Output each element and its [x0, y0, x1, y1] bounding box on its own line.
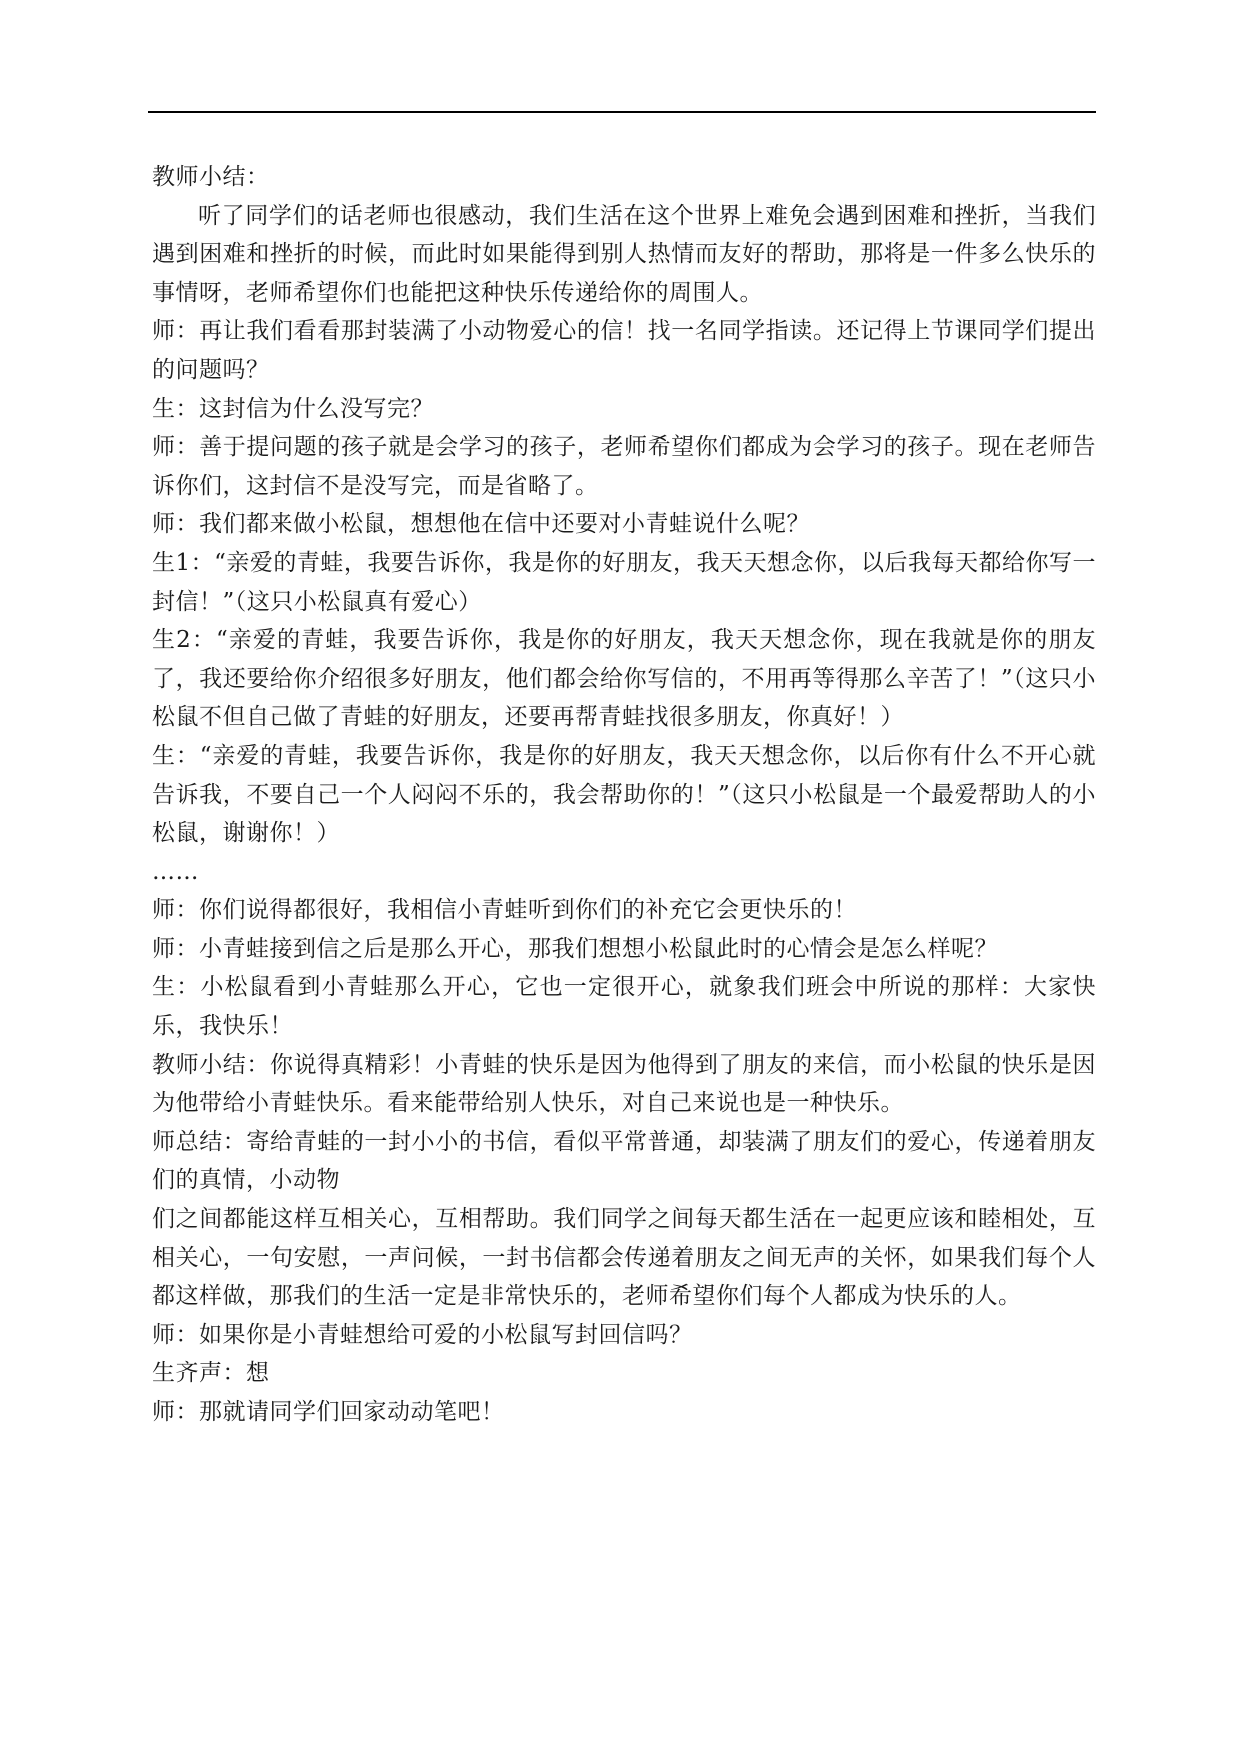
paragraph: 师：小青蛙接到信之后是那么开心，那我们想想小松鼠此时的心情会是怎么样呢？ [152, 935, 998, 962]
paragraph: 听了同学们的话老师也很感动，我们生活在这个世界上难免会遇到困难和挫折，当我们遇到困难和挫折的时候，而此时如果能得到别人热情而友好的帮助，那将是一件多么快乐的事情呀，老师希望你们也能把这种快乐传递给你的周围人。 [152, 202, 1096, 306]
paragraph: 教师小结： [152, 164, 270, 190]
paragraph: 师：你们说得都很好，我相信小青蛙听到你们的补充它会更快乐的！ [152, 897, 857, 924]
paragraph: 们之间都能这样互相关心，互相帮助。我们同学之间每天都生活在一起更应该和睦相处，互相关心，一句安慰，一声问候，一封书信都会传递着朋友之间无声的关怀，如果我们每个人都这样做，那我们的生活一定是非常快乐的，老师希望你们每个人都成为快乐的人。 [152, 1206, 1096, 1310]
paragraph: 师：再让我们看看那封装满了小动物爱心的信！找一名同学指读。还记得上节课同学们提出的问题吗？ [152, 318, 1096, 383]
paragraph: 师总结：寄给青蛙的一封小小的书信，看似平常普通，却装满了朋友们的爱心，传递着朋友们的真情，小动物 [152, 1128, 1096, 1194]
paragraph: …… [152, 858, 199, 885]
paragraph: 师：那就请同学们回家动动笔吧！ [152, 1399, 505, 1425]
paragraph: 生齐声：想 [152, 1360, 270, 1387]
paragraph: 教师小结：你说得真精彩！小青蛙的快乐是因为他得到了朋友的来信，而小松鼠的快乐是因为他带给小青蛙快乐。看来能带给别人快乐，对自己来说也是一种快乐。 [152, 1051, 1096, 1117]
paragraph: 生：“亲爱的青蛙，我要告诉你，我是你的好朋友，我天天想念你，以后你有什么不开心就告诉我，不要自己一个人闷闷不乐的，我会帮助你的！”（这只小松鼠是一个最爱帮助人的小松鼠，谢谢你！） [152, 742, 1096, 847]
header-rule [148, 111, 1096, 113]
document-body [152, 158, 1096, 1432]
paragraph: 师：如果你是小青蛙想给可爱的小松鼠写封回信吗？ [152, 1321, 693, 1348]
paragraph: 生1：“亲爱的青蛙，我要告诉你，我是你的好朋友，我天天想念你，以后我每天都给你写一封信！”（这只小松鼠真有爱心） [152, 549, 1096, 615]
paragraph: 生：这封信为什么没写完？ [152, 395, 434, 422]
paragraph: 生：小松鼠看到小青蛙那么开心，它也一定很开心，就象我们班会中所说的那样：大家快乐，我快乐！ [152, 974, 1096, 1040]
paragraph: 师：我们都来做小松鼠，想想他在信中还要对小青蛙说什么呢？ [152, 511, 810, 538]
paragraph: 师：善于提问题的孩子就是会学习的孩子，老师希望你们都成为会学习的孩子。现在老师告诉你们，这封信不是没写完，而是省略了。 [152, 434, 1096, 499]
paragraph: 生2：“亲爱的青蛙，我要告诉你，我是你的好朋友，我天天想念你，现在我就是你的朋友了，我还要给你介绍很多好朋友，他们都会给你写信的，不用再等得那么辛苦了！”（这只小松鼠不但自己做了青蛙的好朋友，还要再帮青蛙找很多朋友，你真好！） [152, 627, 1096, 731]
